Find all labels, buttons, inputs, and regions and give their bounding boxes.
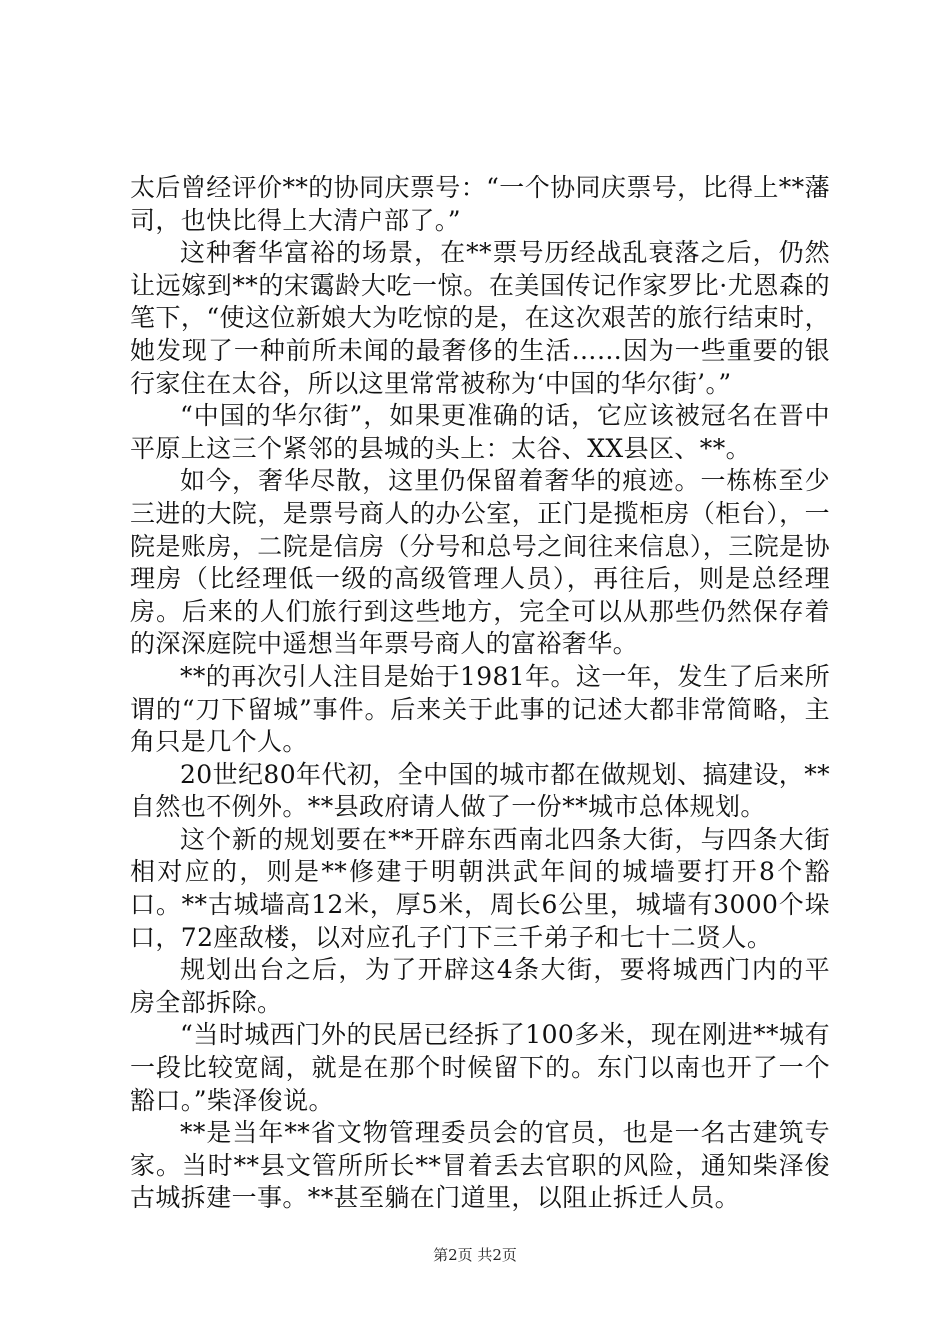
paragraph: 这个新的规划要在**开辟东西南北四条大街，与四条大街相对应的，则是**修建于明朝洪武年间的城墙要打开8个豁口。**古城墙高12米，厚5米，周长6公里，城墙有3000个垛口，72座敌楼，以对应孔子门下三千弟子和七十二贤人。	[130, 824, 830, 952]
paragraph: “当时城西门外的民居已经拆了100多米，现在刚进**城有一段比较宽阔，就是在那个时候留下的。东门以南也开了一个豁口。”柴泽俊说。	[130, 1020, 830, 1115]
paragraph: **的再次引人注目是始于1981年。这一年，发生了后来所谓的“刀下留城”事件。后来关于此事的记述大都非常简略，主角只是几个人。	[130, 661, 830, 757]
paragraph: **是当年**省文物管理委员会的官员，也是一名古建筑专家。当时**县文管所所长**冒着丢去官职的风险，通知柴泽俊古城拆建一事。**甚至躺在门道里，以阻止拆迁人员。	[130, 1118, 830, 1213]
article-body	[130, 172, 830, 1215]
paragraph: 这种奢华富裕的场景，在**票号历经战乱衰落之后，仍然让远嫁到**的宋霭龄大吃一惊。在美国传记作家罗比·尤恩森的笔下，“使这位新娘大为吃惊的是，在这次艰苦的旅行结束时，她发现了一种前所未闻的最奢侈的生活……因为一些重要的银行家住在太谷，所以这里常常被称为‘中国的华尔街’。”	[130, 238, 830, 398]
paragraph: 规划出台之后，为了开辟这4条大街，要将城西门内的平房全部拆除。	[130, 955, 830, 1017]
paragraph: “中国的华尔街”，如果更准确的话，它应该被冠名在晋中平原上这三个紧邻的县城的头上：太谷、XX县区、**。	[130, 401, 830, 463]
page-footer: 第2页 共2页	[433, 1246, 517, 1264]
paragraph: 如今，奢华尽散，这里仍保留着奢华的痕迹。一栋栋至少三进的大院，是票号商人的办公室，正门是揽柜房（柜台），一院是账房，二院是信房（分号和总号之间往来信息），三院是协理房（比经理低一级的高级管理人员），再往后，则是总经理房。后来的人们旅行到这些地方，完全可以从那些仍然保存着的深深庭院中遥想当年票号商人的富裕奢华。	[130, 466, 830, 659]
paragraph: 20世纪80年代初，全中国的城市都在做规划、搞建设，**自然也不例外。**县政府请人做了一份**城市总体规划。	[130, 759, 830, 822]
paragraph-continuation: 太后曾经评价**的协同庆票号：“一个协同庆票号，比得上**藩司，也快比得上大清户部了。”	[130, 173, 830, 235]
